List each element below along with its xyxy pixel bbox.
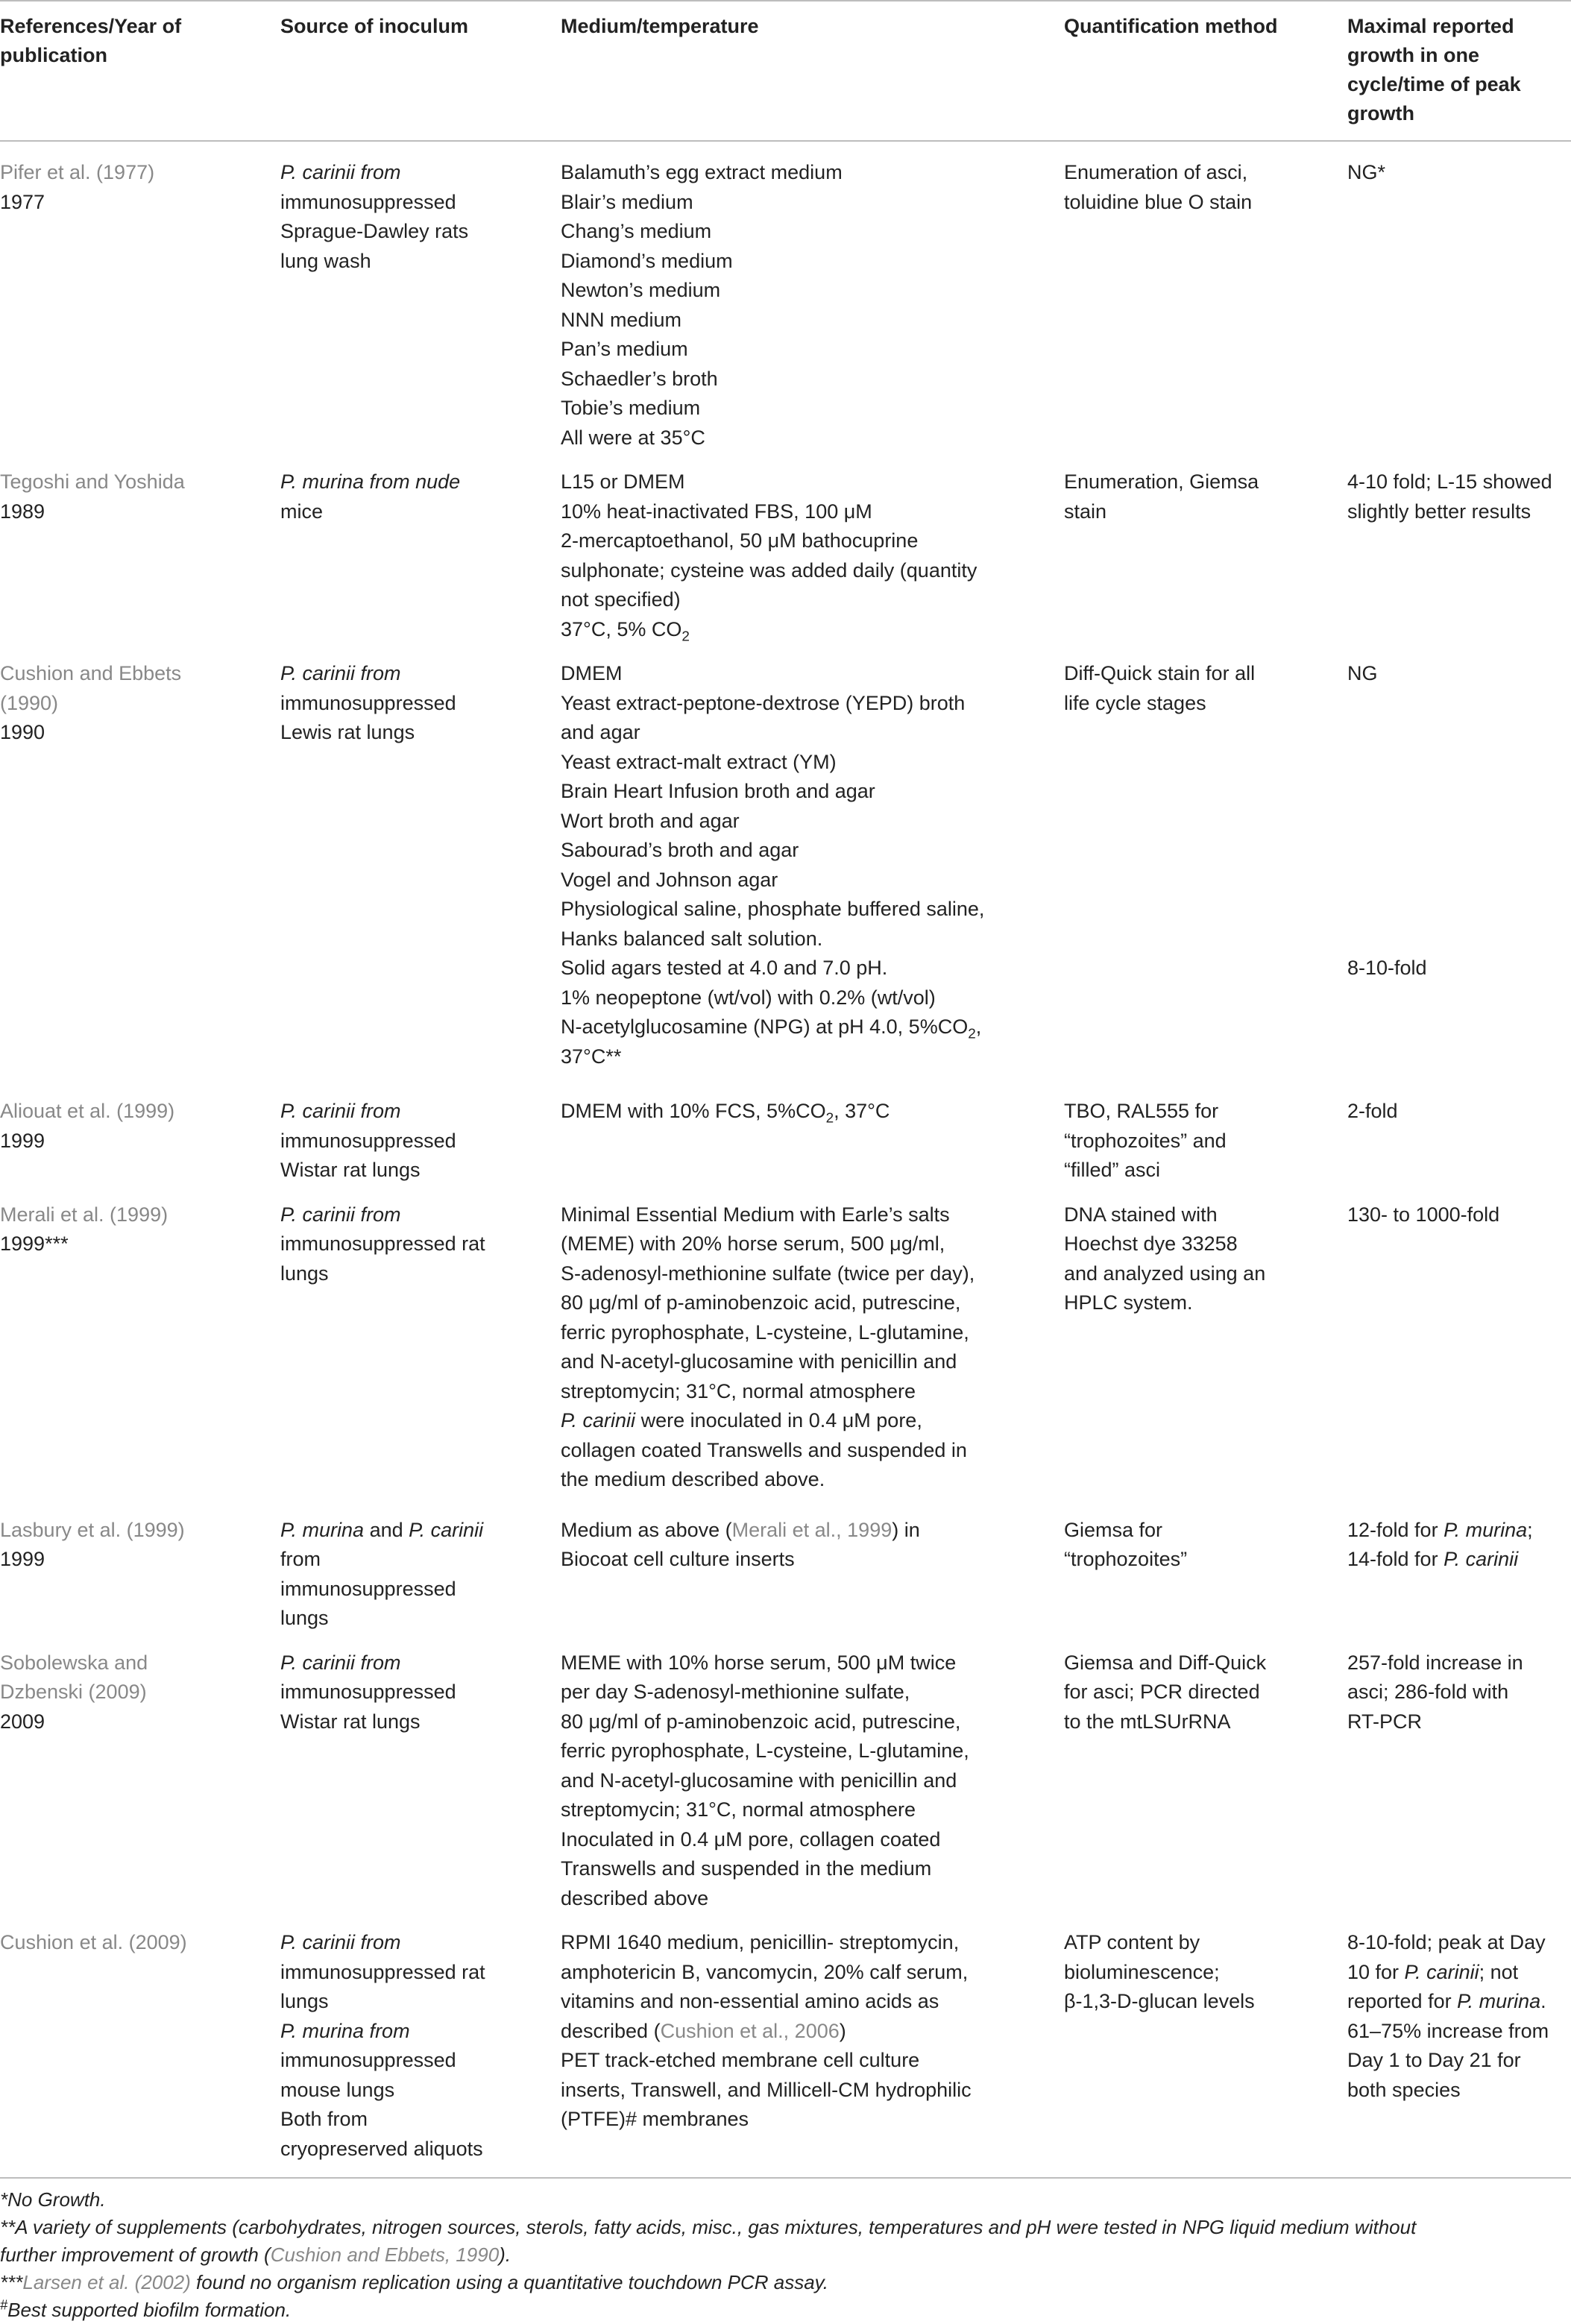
footnote-no-growth: *No Growth. xyxy=(0,2188,106,2211)
medium-text: , xyxy=(975,1015,982,1038)
medium-line: L15 or DMEM xyxy=(561,470,685,493)
source-line: mouse lungs xyxy=(280,2078,395,2101)
medium-line: 10% heat-inactivated FBS, 100 μM xyxy=(561,500,872,523)
table-header xyxy=(0,1,1571,141)
medium-line xyxy=(561,1097,1058,1127)
growth-cell xyxy=(1347,649,1571,1076)
medium-line: Sabourad’s broth and agar xyxy=(561,839,799,861)
source-cell xyxy=(280,141,561,457)
medium-text: Medium as above ( xyxy=(561,1518,732,1541)
growth-line: 8-10-fold; peak at Day xyxy=(1347,1931,1546,1953)
medium-line: streptomycin; 31°C, normal atmosphere xyxy=(561,1798,916,1821)
method-line: Enumeration, Giemsa xyxy=(1064,470,1259,493)
species-name: P. carinii from xyxy=(280,1931,401,1953)
footnote-text: ). xyxy=(499,2243,511,2266)
source-line: immunosuppressed xyxy=(280,1681,456,1703)
growth-line: RT-PCR xyxy=(1347,1710,1423,1733)
medium-line: amphotericin B, vancomycin, 20% calf serum, xyxy=(561,1960,969,1983)
table-row xyxy=(0,1638,1571,1918)
reference-link[interactable]: Merali et al. (1999) xyxy=(0,1203,169,1226)
year: 1999 xyxy=(0,1129,45,1152)
medium-line: (MEME) with 20% horse serum, 500 μg/ml, xyxy=(561,1232,945,1255)
method-cell xyxy=(1064,457,1347,649)
reference-link[interactable]: Cushion and Ebbets xyxy=(0,662,182,684)
reference-link[interactable]: Lasbury et al. (1999) xyxy=(0,1518,185,1541)
method-line: “trophozoites” xyxy=(1064,1548,1188,1570)
method-cell xyxy=(1064,1918,1347,2177)
source-line: lungs xyxy=(280,1607,329,1629)
table-row xyxy=(0,1918,1571,2177)
growth-line: asci; 286-fold with xyxy=(1347,1681,1509,1703)
reference-cell xyxy=(0,1076,280,1190)
medium-line: S-adenosyl-methionine sulfate (twice per day), xyxy=(561,1262,975,1285)
medium-line: NNN medium xyxy=(561,308,682,331)
year: 1989 xyxy=(0,500,45,523)
growth-cell xyxy=(1347,1638,1571,1918)
header-medium: Medium/temperature xyxy=(561,15,759,37)
medium-line: 80 μg/ml of p-aminobenzoic acid, putrescine, xyxy=(561,1291,961,1314)
source-line: P. murina and P. carinii xyxy=(280,1518,484,1541)
medium-cell xyxy=(561,1638,1064,1918)
source-line: lungs xyxy=(280,1262,329,1285)
medium-line: Chang’s medium xyxy=(561,220,712,242)
source-line: mice xyxy=(280,500,324,523)
table-row xyxy=(0,649,1571,1076)
medium-line xyxy=(561,1516,1058,1546)
reference-link[interactable]: Dzbenski (2009) xyxy=(0,1681,147,1703)
footnote-mark: # xyxy=(0,2297,8,2313)
growth-line: 12-fold for P. murina; xyxy=(1347,1518,1533,1541)
footnote-biofilm xyxy=(0,2296,1571,2324)
footnote-citation-link[interactable]: Cushion and Ebbets, 1990 xyxy=(270,2243,500,2266)
table-row xyxy=(0,457,1571,649)
subscript: 2 xyxy=(825,1110,834,1127)
reference-cell xyxy=(0,457,280,649)
reference-link[interactable]: (1990) xyxy=(0,691,59,714)
medium-line: 80 μg/ml of p-aminobenzoic acid, putrescine, xyxy=(561,1710,961,1733)
method-line: stain xyxy=(1064,500,1107,523)
table-footnotes xyxy=(0,2177,1571,2324)
method-cell xyxy=(1064,141,1347,457)
header-quantification: Quantification method xyxy=(1064,15,1278,37)
year: 2009 xyxy=(0,1710,45,1733)
source-line: lung wash xyxy=(280,249,371,272)
medium-line: and N-acetyl-glucosamine with penicillin and xyxy=(561,1769,957,1792)
medium-line: 1% neopeptone (wt/vol) with 0.2% (wt/vol) xyxy=(561,986,936,1009)
medium-text: N-acetylglucosamine (NPG) at pH 4.0, 5%CO xyxy=(561,1015,969,1038)
medium-line xyxy=(561,1013,1058,1042)
medium-text: described ( xyxy=(561,2019,661,2042)
medium-line: Yeast extract-peptone-dextrose (YEPD) broth xyxy=(561,691,966,714)
medium-line: Solid agars tested at 4.0 and 7.0 pH. xyxy=(561,957,888,979)
subscript: 2 xyxy=(681,628,690,644)
reference-cell xyxy=(0,1918,280,2177)
method-line: β-1,3-D-glucan levels xyxy=(1064,1990,1255,2012)
source-line: from xyxy=(280,1548,321,1570)
growth-line: Day 1 to Day 21 for xyxy=(1347,2049,1521,2071)
growth-line: slightly better results xyxy=(1347,500,1531,523)
medium-cell xyxy=(561,1190,1064,1499)
medium-line: 37°C** xyxy=(561,1045,622,1068)
medium-cell xyxy=(561,1076,1064,1190)
reference-cell xyxy=(0,1499,280,1638)
medium-line: RPMI 1640 medium, penicillin- streptomycin, xyxy=(561,1931,960,1953)
growth-line: 4-10 fold; L-15 showed xyxy=(1347,470,1552,493)
species-name: P. murina from nude xyxy=(280,470,461,493)
growth-cell xyxy=(1347,457,1571,649)
source-cell xyxy=(280,1076,561,1190)
citation-link[interactable]: Cushion et al., 2006 xyxy=(660,2019,840,2042)
medium-line xyxy=(561,2017,1058,2047)
medium-line: Tobie’s medium xyxy=(561,397,701,419)
medium-line: sulphonate; cysteine was added daily (quantity xyxy=(561,558,977,582)
species-name: P. carinii from xyxy=(280,662,401,684)
method-line: to the mtLSUrRNA xyxy=(1064,1710,1231,1733)
table-row xyxy=(0,1076,1571,1190)
source-line: Lewis rat lungs xyxy=(280,721,415,743)
method-line: Giemsa and Diff-Quick xyxy=(1064,1651,1267,1674)
reference-cell xyxy=(0,141,280,457)
growth-line: 10 for P. carinii; not xyxy=(1347,1960,1519,1983)
year: 1990 xyxy=(0,721,45,743)
growth-line: 8-10-fold xyxy=(1347,956,1427,979)
medium-line: Biocoat cell culture inserts xyxy=(561,1548,795,1570)
reference-link[interactable]: Sobolewska and xyxy=(0,1651,148,1674)
source-cell xyxy=(280,1638,561,1918)
method-line: bioluminescence; xyxy=(1064,1960,1220,1983)
source-cell xyxy=(280,457,561,649)
growth-line: reported for P. murina. xyxy=(1347,1990,1546,2012)
medium-line: Brain Heart Infusion broth and agar xyxy=(561,780,875,802)
medium-line: (PTFE)# membranes xyxy=(561,2108,749,2130)
method-line: ATP content by xyxy=(1064,1931,1200,1953)
source-cell xyxy=(280,1190,561,1499)
reference-cell xyxy=(0,649,280,1076)
source-cell xyxy=(280,1499,561,1638)
reference-link[interactable]: Aliouat et al. (1999) xyxy=(0,1100,175,1122)
medium-line: the medium described above. xyxy=(561,1468,825,1490)
medium-line: Wort broth and agar xyxy=(561,809,740,832)
table-row xyxy=(0,1190,1571,1499)
method-line: “filled” asci xyxy=(1064,1159,1161,1181)
growth-cell xyxy=(1347,141,1571,457)
growth-line: 130- to 1000-fold xyxy=(1347,1203,1500,1226)
medium-line: PET track-etched membrane cell culture xyxy=(561,2049,920,2071)
source-line: immunosuppressed rat xyxy=(280,1960,485,1983)
medium-line: ferric pyrophosphate, L-cysteine, L-glutamine, xyxy=(561,1320,969,1344)
table-row xyxy=(0,141,1571,457)
year: 1977 xyxy=(0,190,45,213)
medium-line: vitamins and non-essential amino acids as xyxy=(561,1990,939,2012)
growth-cell xyxy=(1347,1190,1571,1499)
medium-line: Schaedler’s broth xyxy=(561,367,718,390)
medium-line: 2-mercaptoethanol, 50 μM bathocuprine xyxy=(561,529,919,552)
medium-line: DMEM xyxy=(561,662,623,684)
footnote-larsen: ***Larsen et al. (2002) found no organism replication using a quantitative touchdown PCR assay. xyxy=(0,2271,828,2293)
growth-cell xyxy=(1347,1918,1571,2177)
medium-text: 37°C, 5% CO xyxy=(561,617,682,640)
growth-line: NG* xyxy=(1347,161,1386,183)
growth-line: 257-fold increase in xyxy=(1347,1651,1523,1674)
header-growth: Maximal reported growth in one cycle/time of peak growth xyxy=(1347,15,1521,125)
method-line: for asci; PCR directed xyxy=(1064,1681,1260,1703)
medium-line: and agar xyxy=(561,721,640,743)
citation-link[interactable]: Merali et al., 1999 xyxy=(731,1518,892,1541)
method-cell xyxy=(1064,1190,1347,1499)
medium-cell xyxy=(561,1499,1064,1638)
method-line: Diff-Quick stain for all xyxy=(1064,662,1256,684)
table-row xyxy=(0,1499,1571,1638)
source-cell xyxy=(280,649,561,1076)
medium-cell xyxy=(561,457,1064,649)
growth-cell xyxy=(1347,1076,1571,1190)
medium-line: ferric pyrophosphate, L-cysteine, L-glutamine, xyxy=(561,1739,969,1762)
method-line: “trophozoites” and xyxy=(1064,1129,1227,1152)
medium-line: Newton’s medium xyxy=(561,279,721,301)
reference-link[interactable]: Pifer et al. (1977) xyxy=(0,161,155,183)
source-cell xyxy=(280,1918,561,2177)
method-line: DNA stained with xyxy=(1064,1203,1218,1226)
growth-line: both species xyxy=(1347,2078,1461,2101)
reference-cell xyxy=(0,1190,280,1499)
medium-line: and N-acetyl-glucosamine with penicillin and xyxy=(561,1350,957,1373)
medium-line: P. carinii were inoculated in 0.4 μM pore, xyxy=(561,1409,922,1432)
method-cell xyxy=(1064,1499,1347,1638)
source-line: Wistar rat lungs xyxy=(280,1159,421,1181)
footnote-text: Best supported biofilm formation. xyxy=(7,2299,292,2321)
header-source: Source of inoculum xyxy=(280,15,469,37)
method-cell xyxy=(1064,649,1347,1076)
subscript: 2 xyxy=(968,1026,976,1042)
method-line: life cycle stages xyxy=(1064,691,1206,714)
source-line: Wistar rat lungs xyxy=(280,1710,421,1733)
source-line: Both from xyxy=(280,2108,368,2130)
medium-line: collagen coated Transwells and suspended in xyxy=(561,1438,967,1461)
reference-cell xyxy=(0,1638,280,1918)
medium-line: Hanks balanced salt solution. xyxy=(561,927,823,950)
medium-line: Inoculated in 0.4 μM pore, collagen coated xyxy=(561,1827,941,1851)
medium-text: DMEM with 10% FCS, 5%CO xyxy=(561,1100,826,1122)
footnote-citation-link[interactable]: Larsen et al. (2002) xyxy=(22,2271,191,2293)
medium-text: ) in xyxy=(892,1518,920,1541)
medium-line: Yeast extract-malt extract (YM) xyxy=(561,750,837,773)
header-references: References/Year of publication xyxy=(0,15,182,66)
method-line: HPLC system. xyxy=(1064,1291,1193,1314)
source-line: immunosuppressed xyxy=(280,1129,456,1152)
medium-line: Balamuth’s egg extract medium xyxy=(561,161,843,183)
growth-line: 61–75% increase from xyxy=(1347,2019,1549,2042)
source-line: cryopreserved aliquots xyxy=(280,2137,483,2160)
year: 1999*** xyxy=(0,1232,69,1255)
source-line: immunosuppressed xyxy=(280,1577,456,1600)
growth-cell xyxy=(1347,1499,1571,1638)
medium-line: Transwells and suspended in the medium xyxy=(561,1857,932,1880)
medium-line: per day S-adenosyl-methionine sulfate, xyxy=(561,1681,910,1703)
medium-line: streptomycin; 31°C, normal atmosphere xyxy=(561,1379,916,1402)
year: 1999 xyxy=(0,1548,45,1570)
method-line: Enumeration of asci, xyxy=(1064,161,1248,183)
medium-line: Pan’s medium xyxy=(561,338,688,360)
source-line: immunosuppressed xyxy=(280,190,456,213)
source-line: immunosuppressed xyxy=(280,691,456,714)
reference-link[interactable]: Cushion et al. (2009) xyxy=(0,1931,187,1953)
footnote-text: **A variety of supplements (carbohydrates, nitrogen sources, sterols, fatty acids, misc., gas mixtures, temperatures and pH were tested in NPG liquid medium without xyxy=(0,2216,1417,2238)
footnote-supplements xyxy=(0,2214,1571,2269)
medium-line: not specified) xyxy=(561,588,681,611)
medium-line: described above xyxy=(561,1886,709,1909)
method-line: TBO, RAL555 for xyxy=(1064,1100,1219,1122)
growth-line: 2-fold xyxy=(1347,1100,1398,1122)
medium-cell xyxy=(561,649,1064,1076)
medium-line: Physiological saline, phosphate buffered saline, xyxy=(561,898,985,920)
medium-line: All were at 35°C xyxy=(561,426,705,449)
medium-line: Minimal Essential Medium with Earle’s salts xyxy=(561,1203,950,1226)
method-cell xyxy=(1064,1638,1347,1918)
growth-line: 14-fold for P. carinii xyxy=(1347,1548,1519,1570)
footnote-text: found no organism replication using a quantitative touchdown PCR assay. xyxy=(190,2271,828,2293)
medium-cell xyxy=(561,141,1064,457)
method-line: toluidine blue O stain xyxy=(1064,190,1253,213)
medium-cell xyxy=(561,1918,1064,2177)
medium-line: inserts, Transwell, and Millicell-CM hydrophilic xyxy=(561,2078,972,2101)
growth-spacer xyxy=(1347,689,1565,954)
source-line: lungs xyxy=(280,1990,329,2012)
species-name: P. murina from xyxy=(280,2019,410,2042)
medium-text: ) xyxy=(839,2019,846,2042)
method-cell xyxy=(1064,1076,1347,1190)
method-line: Hoechst dye 33258 xyxy=(1064,1232,1238,1255)
medium-line: Vogel and Johnson agar xyxy=(561,868,778,891)
medium-line: MEME with 10% horse serum, 500 μM twice xyxy=(561,1651,957,1674)
medium-line xyxy=(561,615,1058,645)
source-line: immunosuppressed rat xyxy=(280,1232,485,1255)
species-name: P. carinii from xyxy=(280,1203,401,1226)
medium-line: Blair’s medium xyxy=(561,190,693,213)
source-line: immunosuppressed xyxy=(280,2049,456,2071)
species-name: P. carinii from xyxy=(280,161,401,183)
source-line: Sprague-Dawley rats xyxy=(280,220,469,242)
growth-line: NG xyxy=(1347,662,1378,684)
reference-link[interactable]: Tegoshi and Yoshida xyxy=(0,470,185,493)
species-name: P. carinii from xyxy=(280,1100,401,1122)
method-line: Giemsa for xyxy=(1064,1518,1163,1541)
footnote-text: further improvement of growth ( xyxy=(0,2243,271,2266)
medium-line: Diamond’s medium xyxy=(561,249,733,272)
medium-text: , 37°C xyxy=(834,1100,890,1122)
species-name: P. carinii from xyxy=(280,1651,401,1674)
method-line: and analyzed using an xyxy=(1064,1262,1266,1285)
